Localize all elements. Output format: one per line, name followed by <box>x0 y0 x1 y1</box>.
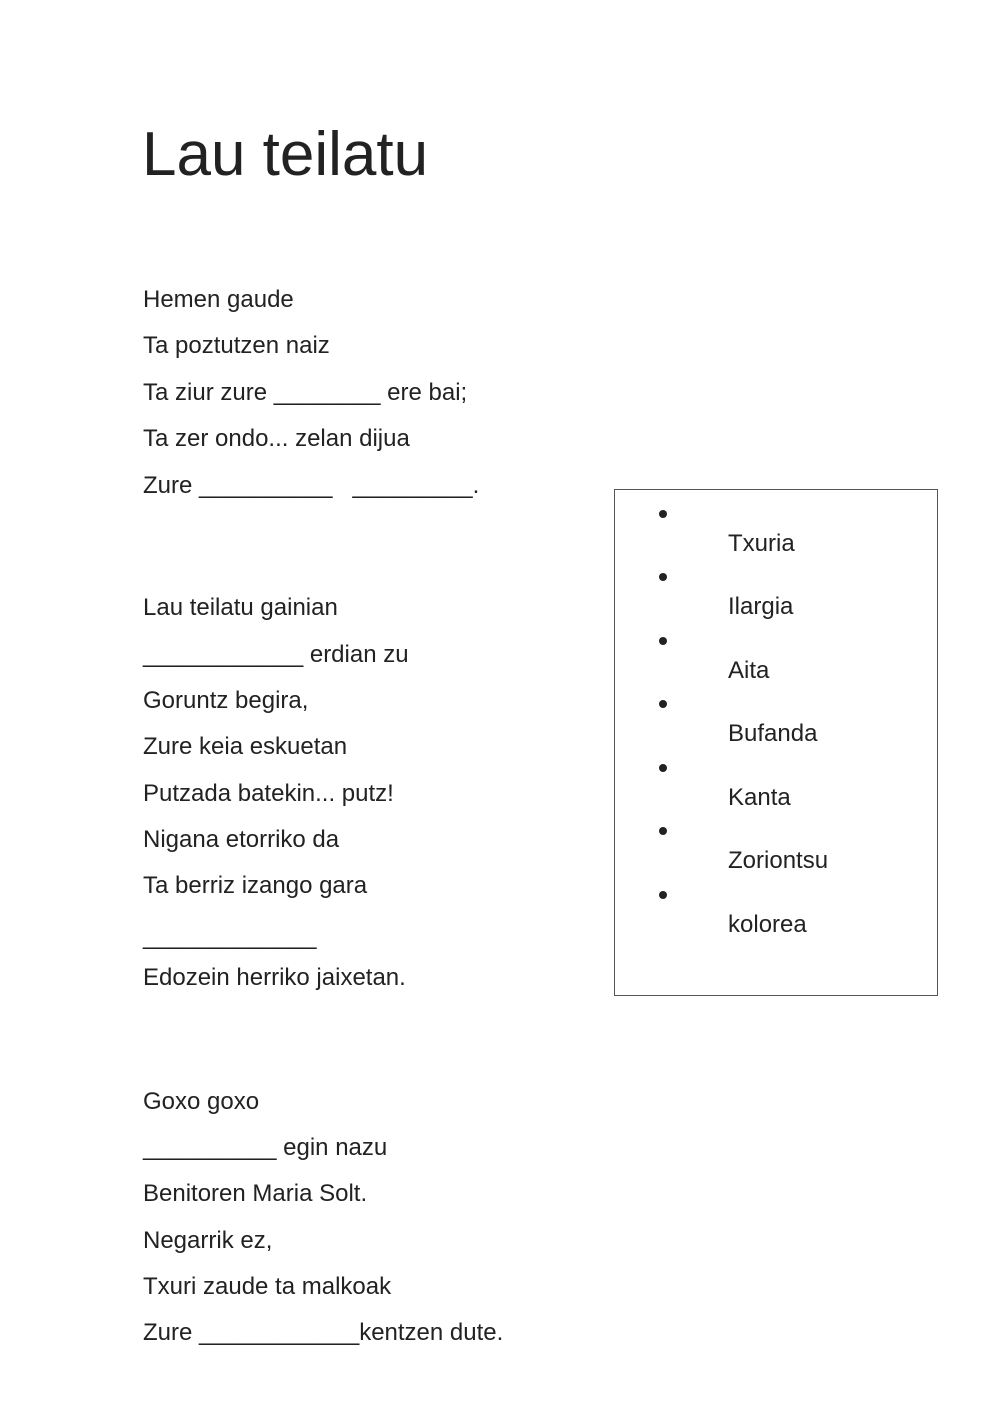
lyric-line: Benitoren Maria Solt. <box>143 1180 368 1207</box>
lyric-line: __________ egin nazu <box>143 1134 388 1161</box>
lyric-line: Lau teilatu gainian <box>143 594 338 621</box>
lyric-line: Ta zer ondo... zelan dijua <box>143 425 410 452</box>
lyric-line: ____________ erdian zu <box>143 641 409 668</box>
bullet-icon <box>659 573 667 581</box>
lyric-line: Goruntz begira, <box>143 687 309 714</box>
bullet-icon <box>659 891 667 899</box>
word-bank-word: Bufanda <box>728 720 818 747</box>
word-bank-word: Txuria <box>728 530 795 557</box>
lyric-line: Ta ziur zure ________ ere bai; <box>143 379 468 406</box>
lyric-line: Negarrik ez, <box>143 1227 273 1254</box>
bullet-icon <box>659 637 667 645</box>
lyric-line: Ta berriz izango gara <box>143 872 368 899</box>
lyric-line: Edozein herriko jaixetan. <box>143 964 406 991</box>
lyric-line: Zure __________ _________. <box>143 472 480 499</box>
page-title: Lau teilatu <box>142 120 429 189</box>
lyric-line: Hemen gaude <box>143 286 294 313</box>
lyric-line: Zure ____________kentzen dute. <box>143 1319 504 1346</box>
word-bank-word: Ilargia <box>728 593 794 620</box>
word-bank-word: Aita <box>728 657 770 684</box>
bullet-icon <box>659 510 667 518</box>
word-bank-word: Kanta <box>728 784 791 811</box>
word-bank-word: kolorea <box>728 911 807 938</box>
bullet-icon <box>659 827 667 835</box>
lyric-line: _____________ <box>143 923 317 950</box>
word-bank-word: Zoriontsu <box>728 847 829 874</box>
word-bank-box <box>614 489 938 996</box>
bullet-icon <box>659 764 667 772</box>
lyric-line: Ta poztutzen naiz <box>143 332 330 359</box>
lyric-line: Goxo goxo <box>143 1088 260 1115</box>
lyric-line: Nigana etorriko da <box>143 826 340 853</box>
bullet-icon <box>659 700 667 708</box>
lyric-line: Zure keia eskuetan <box>143 733 348 760</box>
word-bank-item <box>688 880 807 970</box>
lyric-line: Txuri zaude ta malkoak <box>143 1273 392 1300</box>
lyric-line: Putzada batekin... putz! <box>143 780 394 807</box>
